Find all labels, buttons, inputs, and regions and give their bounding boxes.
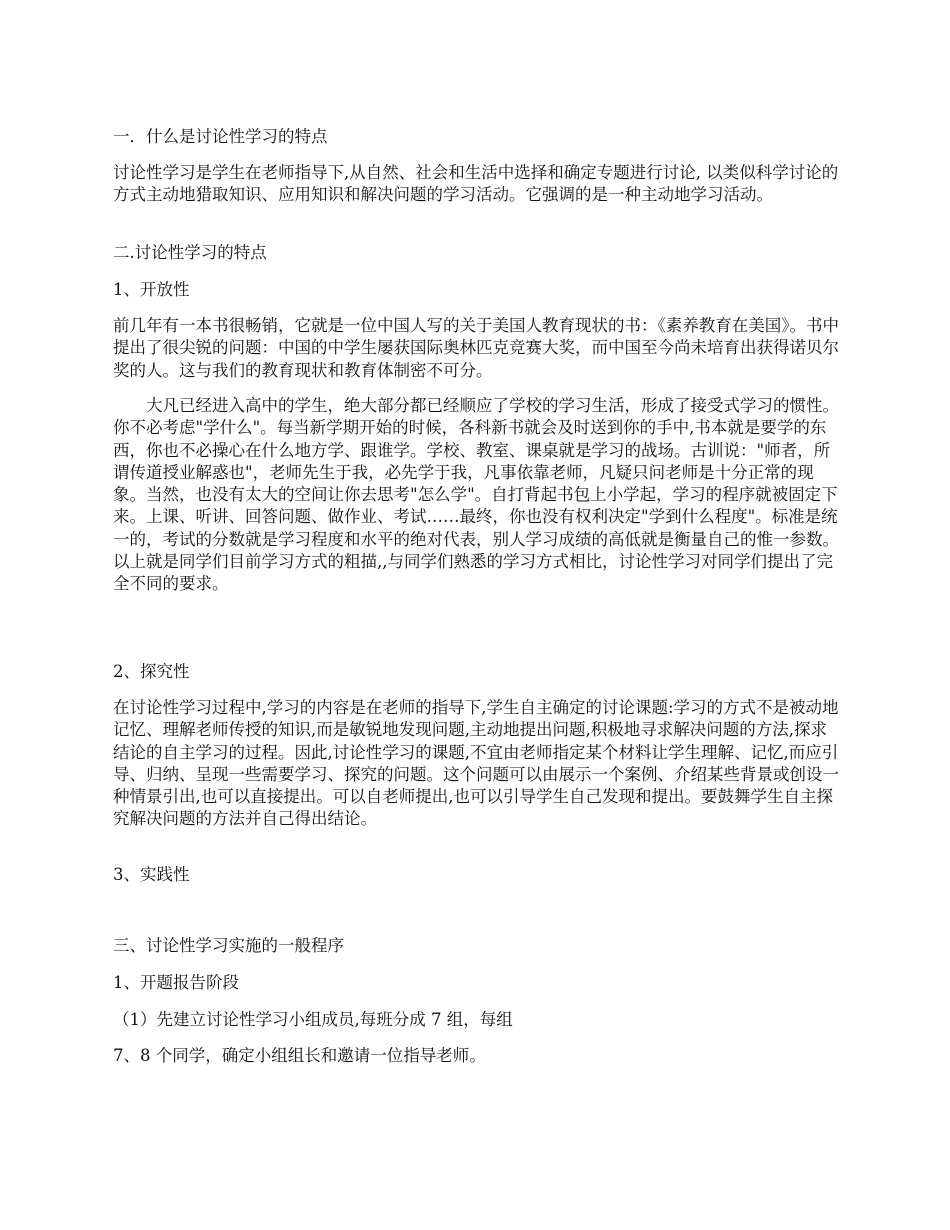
subheading-practice: 3、实践性 [113,865,190,884]
list-item-1: （1）先建立讨论性学习小组成员,每班分成 7 组，每组 [113,1010,513,1029]
list-item-2: 7、8 个同学，确定小组组长和邀请一位指导老师。 [113,1046,486,1065]
subheading-openness: 1、开放性 [113,280,190,299]
paragraph-openness-body: 大凡已经进入高中的学生，绝大部分都已经顺应了学校的学习生活，形成了接受式学习的惯性。你不必考虑"学什么"。每当新学期开始的时候，各科新书就会及时送到你的手中,书本就是要学的东西，你也不必操心在什么地方学、跟谁学。学校、教室、课桌就是学习的战场。古训说："师者，所谓传道授业解惑也"，老师先生于我，必先学于我，凡事依靠老师，凡疑只问老师是十分正常的现象。当然，也没有太大的空间让你去思考"怎么学"。自打背起书包上小学起，学习的程序就被固定下来。上课、听讲、回答问题、做作业、考试……最终，你也没有权利决定"学到什么程度"。标准是统一的，考试的分数就是学习程度和水平的绝对代表，别人学习成绩的高低就是衡量自己的惟一参数。以上就是同学们目前学习方式的粗描,,与同学们熟悉的学习方式相比，讨论性学习对同学们提出了完全不同的要求。 [113,396,839,594]
subheading-proposal-stage: 1、开题报告阶段 [113,973,239,992]
paragraph-inquiry: 在讨论性学习过程中,学习的内容是在老师的指导下,学生自主确定的讨论课题:学习的方式不是被动地记忆、理解老师传授的知识,而是敏锐地发现问题,主动地提出问题,积极地寻求解决问题的方法,探求结论的自主学习的过程。因此,讨论性学习的课题,不宜由老师指定某个材料让学生理解、记忆,而应引导、归纳、呈现一些需要学习、探究的问题。这个问题可以由展示一个案例、介绍某些背景或创设一种情景引出,也可以直接提出。可以自老师提出,也可以引导学生自己发现和提出。要鼓舞学生自主探究解决问题的方法并自己得出结论。 [113,698,839,829]
subheading-inquiry: 2、探究性 [113,662,190,681]
section-heading-2: 二.讨论性学习的特点 [113,243,267,262]
paragraph-definition: 讨论性学习是学生在老师指导下,从自然、社会和生活中选择和确定专题进行讨论, 以类似科学讨论的方式主动地猎取知识、应用知识和解决问题的学习活动。它强调的是一种主动地学习活动。 [113,163,839,205]
section-heading-1: 一．什么是讨论性学习的特点 [113,127,328,146]
section-heading-3: 三、讨论性学习实施的一般程序 [113,936,344,955]
paragraph-openness-intro: 前几年有一本书很畅销，它就是一位中国人写的关于美国人教育现状的书：《素养教育在美国》。书中提出了很尖锐的问题：中国的中学生屡获国际奥林匹克竞赛大奖，而中国至今尚未培育出获得诺贝尔奖的人。这与我们的教育现状和教育体制密不可分。 [113,316,839,380]
